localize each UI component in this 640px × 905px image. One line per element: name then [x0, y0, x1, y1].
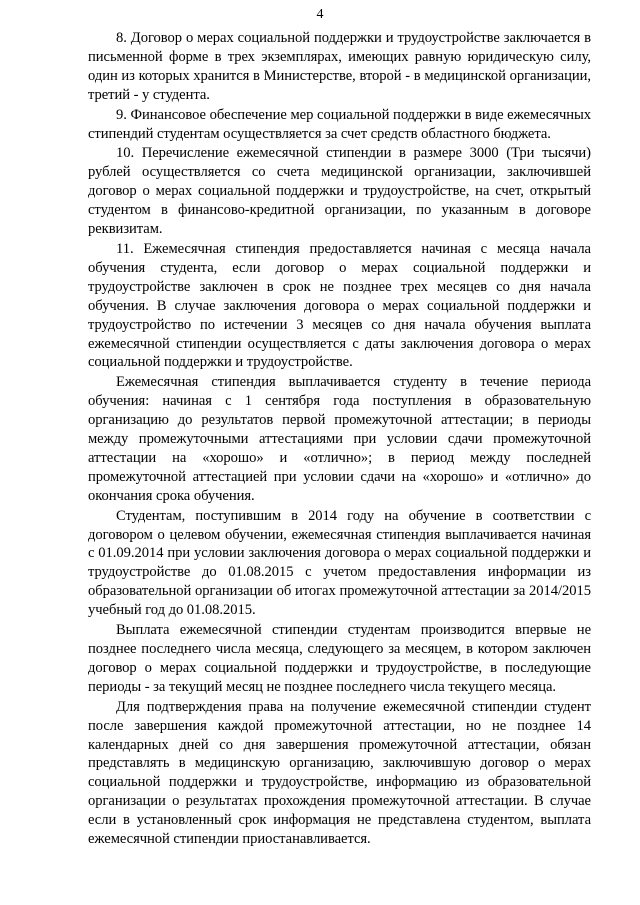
- document-body: [88, 29, 591, 850]
- paragraph-9-financing: 9. Финансовое обеспечение мер социальной поддержки в виде ежемесячных стипендий студентам осуществляется за счет средств областного бюджета.: [88, 106, 591, 142]
- page-number: 4: [316, 7, 324, 22]
- paragraph-payment-timing: Выплата ежемесячной стипендии студентам производится впервые не позднее последнего числа месяца, следующего за месяцем, в котором заключен договор о мерах социальной поддержки и трудоустройстве, в последующие периоды - за текущий месяц не позднее последнего числа текущего месяца.: [88, 622, 591, 695]
- paragraph-2014-students: Студентам, поступившим в 2014 году на обучение в соответствии с договором о целевом обучении, ежемесячная стипендия выплачивается начиная с 01.09.2014 при условии заключения договора о мерах социальной поддержки и трудоустройстве до 01.08.2015 с учетом предоставления информации из образовательной организации об итогах промежуточной аттестации за 2014/2015 учебный год до 01.08.2015.: [88, 507, 591, 619]
- paragraph-payment-period: Ежемесячная стипендия выплачивается студенту в течение периода обучения: начиная с 1 сентября года поступления в образовательную организацию до результатов первой промежуточной аттестации; в периоды между промежуточными аттестациями при условии сдачи промежуточной аттестации на «хорошо» и «отлично»; в период между последней промежуточной аттестацией при условии сдачи на «хорошо» и «отлично» до окончания срока обучения.: [88, 374, 591, 504]
- paragraph-confirmation: Для подтверждения права на получение ежемесячной стипендии студент после завершения каждой промежуточной аттестации, но не позднее 14 календарных дней со дня завершения промежуточной аттестации, обязан представлять в медицинскую организацию, заключившую договор о мерах социальной поддержки и трудоустройстве, информацию из образовательной организации о результатах прохождения промежуточной аттестации. В случае если в установленный срок информация не представлена студентом, выплата ежемесячной стипендии приостанавливается.: [88, 698, 591, 848]
- paragraph-8-contract-form: 8. Договор о мерах социальной поддержки и трудоустройстве заключается в письменной форме в трех экземплярах, имеющих равную юридическую силу, один из которых хранится в Министерстве, второй - в медицинской организации, третий - у студента.: [88, 30, 591, 103]
- paragraph-11-start: 11. Ежемесячная стипендия предоставляется начиная с месяца начала обучения студента, если договор о мерах социальной поддержки и трудоустройстве заключен в срок не позднее трех месяцев со дня начала обучения. В случае заключения договора о мерах социальной поддержки и трудоустройство по истечении 3 месяцев со дня начала обучения выплата ежемесячной стипендии осуществляется с даты заключения договора о мерах социальной поддержки и трудоустройстве.: [88, 240, 591, 371]
- paragraph-10-transfer: 10. Перечисление ежемесячной стипендии в размере 3000 (Три тысячи) рублей осуществляется со счета медицинской организации, заключившей договор о мерах социальной поддержки и трудоустройстве, на счет, открытый студентом в финансово-кредитной организации, по указанным в договоре реквизитам.: [88, 145, 591, 238]
